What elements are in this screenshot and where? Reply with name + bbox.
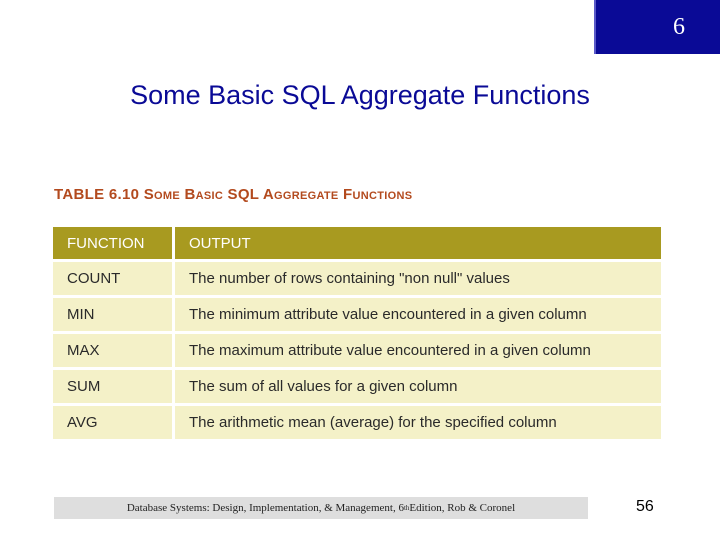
chapter-number: 6: [673, 13, 685, 40]
output-cell: The sum of all values for a given column: [175, 367, 661, 403]
function-cell: MAX: [53, 331, 175, 367]
table-caption-label: TABLE 6.10: [54, 186, 140, 203]
table-header-row: [53, 227, 661, 259]
page-number: 56: [636, 498, 654, 515]
table-caption: [54, 186, 412, 203]
footer-text-before: Database Systems: Design, Implementation, & Management, 6: [126, 502, 404, 514]
slide-title: Some Basic SQL Aggregate Functions: [130, 80, 590, 110]
table-row: [53, 403, 661, 439]
output-cell: The arithmetic mean (average) for the specified column: [175, 403, 661, 439]
aggregate-functions-table: [53, 227, 661, 439]
table-row: [53, 367, 661, 403]
footer-superscript: th: [403, 504, 410, 512]
function-cell: SUM: [53, 367, 175, 403]
table-caption-text: Some Basic SQL Aggregate Functions: [143, 186, 413, 203]
table-row: [53, 295, 661, 331]
function-cell: COUNT: [53, 259, 175, 295]
output-cell: The minimum attribute value encountered in a given column: [175, 295, 661, 331]
function-cell: MIN: [53, 295, 175, 331]
chapter-number-box: [594, 0, 720, 54]
output-cell: The number of rows containing "non null" values: [175, 259, 661, 295]
footer-citation: [54, 497, 588, 519]
column-header-output: OUTPUT: [175, 227, 661, 259]
column-header-function: FUNCTION: [53, 227, 175, 259]
function-cell: AVG: [53, 403, 175, 439]
footer-text-after: Edition, Rob & Coronel: [409, 502, 516, 514]
output-cell: The maximum attribute value encountered in a given column: [175, 331, 661, 367]
table-row: [53, 259, 661, 295]
table-row: [53, 331, 661, 367]
